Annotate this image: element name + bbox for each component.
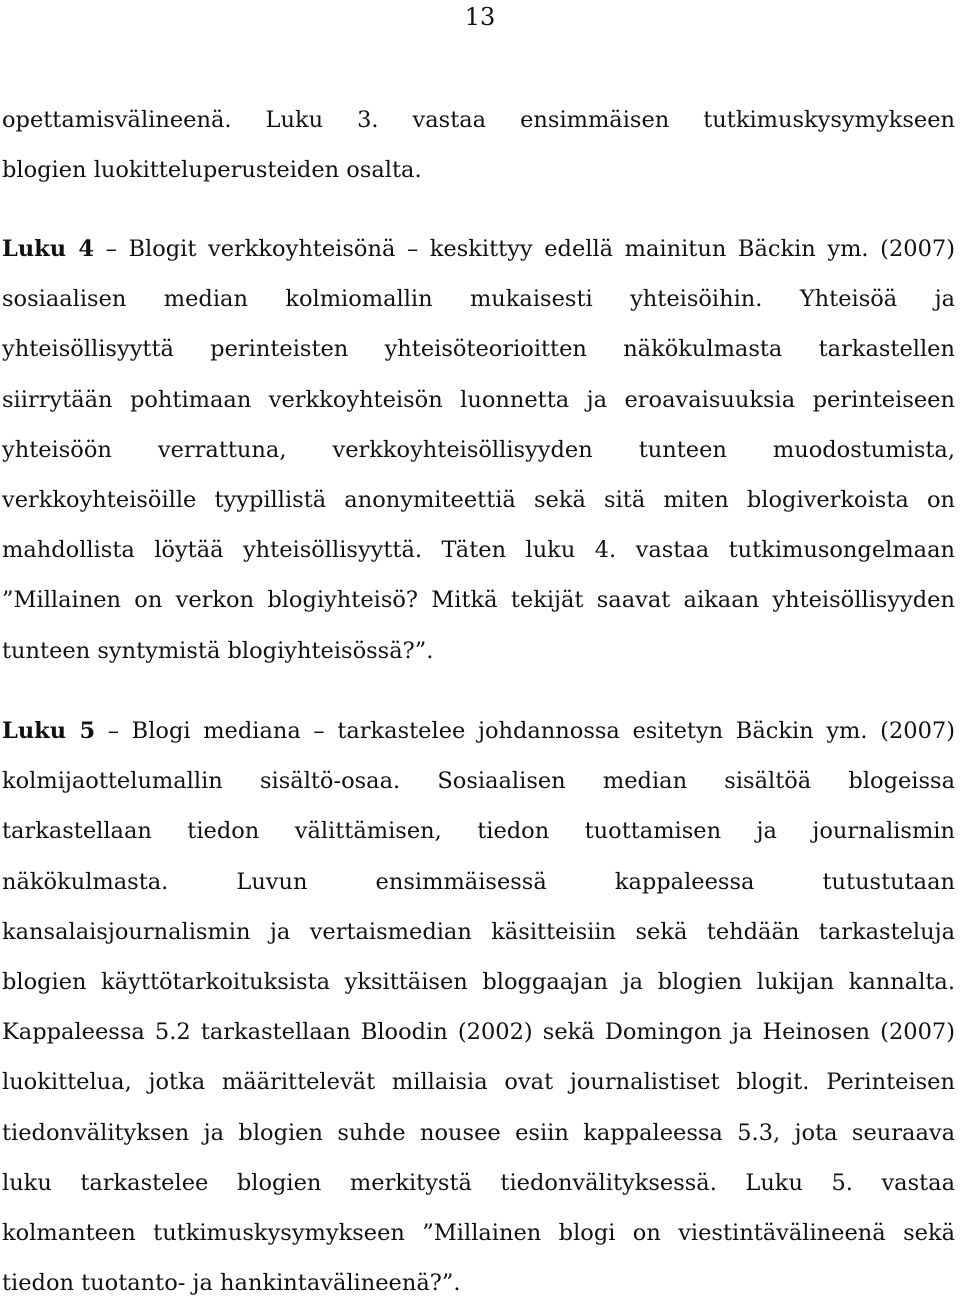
text-run: mahdollista löytää yhteisöllisyyttä. Täten luku 4. vastaa tutkimusongelmaan bbox=[2, 537, 955, 564]
bold-heading-run: Luku 5 bbox=[2, 718, 96, 744]
text-line bbox=[2, 95, 955, 145]
text-line bbox=[2, 1108, 955, 1158]
text-line bbox=[2, 1057, 955, 1107]
paragraph-luku-5 bbox=[2, 706, 955, 1308]
text-run: verkkoyhteisöille tyypillistä anonymiteettiä sekä sitä miten blogiverkoista on bbox=[2, 486, 955, 513]
text-line bbox=[2, 525, 955, 575]
text-run: – Blogi mediana – tarkastelee johdannossa esitetyn Bäckin ym. (2007) bbox=[95, 718, 955, 744]
text-line bbox=[2, 626, 955, 676]
text-line bbox=[2, 1258, 955, 1308]
text-line bbox=[2, 1208, 955, 1258]
text-run: opettamisvälineenä. Luku 3. vastaa ensimmäisen tutkimuskysymykseen bbox=[2, 107, 955, 133]
text-line bbox=[2, 1158, 955, 1208]
text-run: blogien luokitteluperusteiden osalta. bbox=[2, 157, 422, 184]
text-run: kolmijaottelumallin sisältö-osaa. Sosiaalisen median sisältöä blogeissa bbox=[2, 768, 955, 795]
text-line bbox=[2, 274, 955, 324]
text-line bbox=[2, 706, 955, 756]
text-run: kolmanteen tutkimuskysymykseen ”Millainen blogi on viestintävälineenä sekä bbox=[2, 1219, 955, 1246]
text-run: luku tarkastelee blogien merkitystä tiedonvälityksessä. Luku 5. vastaa bbox=[2, 1169, 955, 1196]
text-run: luokittelua, jotka määrittelevät millaisia ovat journalistiset blogit. Perinteisen bbox=[2, 1069, 955, 1096]
text-run: siirrytään pohtimaan verkkoyhteisön luonnetta ja eroavaisuuksia perinteiseen bbox=[2, 386, 955, 413]
text-run: yhteisöön verrattuna, verkkoyhteisöllisyyden tunteen muodostumista, bbox=[2, 436, 955, 463]
text-run: sosiaalisen median kolmiomallin mukaisesti yhteisöihin. Yhteisöä ja bbox=[2, 286, 955, 313]
text-line bbox=[2, 425, 955, 475]
text-line bbox=[2, 145, 955, 195]
text-run: tiedon tuotanto- ja hankintavälineenä?”. bbox=[2, 1270, 461, 1297]
text-run: ”Millainen on verkon blogiyhteisö? Mitkä tekijät saavat aikaan yhteisöllisyyden bbox=[2, 587, 955, 614]
text-line bbox=[2, 575, 955, 625]
text-line bbox=[2, 857, 955, 907]
text-run: blogien käyttötarkoituksista yksittäisen bloggaajan ja blogien lukijan kannalta. bbox=[2, 968, 955, 995]
text-run: tarkastellaan tiedon välittämisen, tiedon tuottamisen ja journalismin bbox=[2, 818, 955, 845]
text-run: kansalaisjournalismin ja vertaismedian käsitteisiin sekä tehdään tarkasteluja bbox=[2, 918, 955, 945]
bold-heading-run: Luku 4 bbox=[2, 236, 95, 262]
text-line bbox=[2, 907, 955, 957]
text-run: yhteisöllisyyttä perinteisten yhteisöteorioitten näkökulmasta tarkastellen bbox=[2, 336, 955, 363]
text-line bbox=[2, 224, 955, 274]
text-line bbox=[2, 324, 955, 374]
text-line bbox=[2, 957, 955, 1007]
text-run: tiedonvälityksen ja blogien suhde nousee esiin kappaleessa 5.3, jota seuraava bbox=[2, 1119, 955, 1146]
text-line bbox=[2, 475, 955, 525]
text-line bbox=[2, 375, 955, 425]
text-run: – Blogit verkkoyhteisönä – keskittyy edellä mainitun Bäckin ym. (2007) bbox=[94, 236, 955, 262]
text-line bbox=[2, 756, 955, 806]
paragraph-luku-4 bbox=[2, 224, 955, 676]
text-run: näkökulmasta. Luvun ensimmäisessä kappaleessa tutustutaan bbox=[2, 868, 955, 895]
text-run: tunteen syntymistä blogiyhteisössä?”. bbox=[2, 637, 434, 664]
page-number: 13 bbox=[464, 3, 496, 31]
paragraph-intro-continuation bbox=[2, 95, 955, 195]
text-line bbox=[2, 1007, 955, 1057]
text-line bbox=[2, 806, 955, 856]
text-run: Kappaleessa 5.2 tarkastellaan Bloodin (2002) sekä Domingon ja Heinosen (2007) bbox=[2, 1019, 955, 1046]
